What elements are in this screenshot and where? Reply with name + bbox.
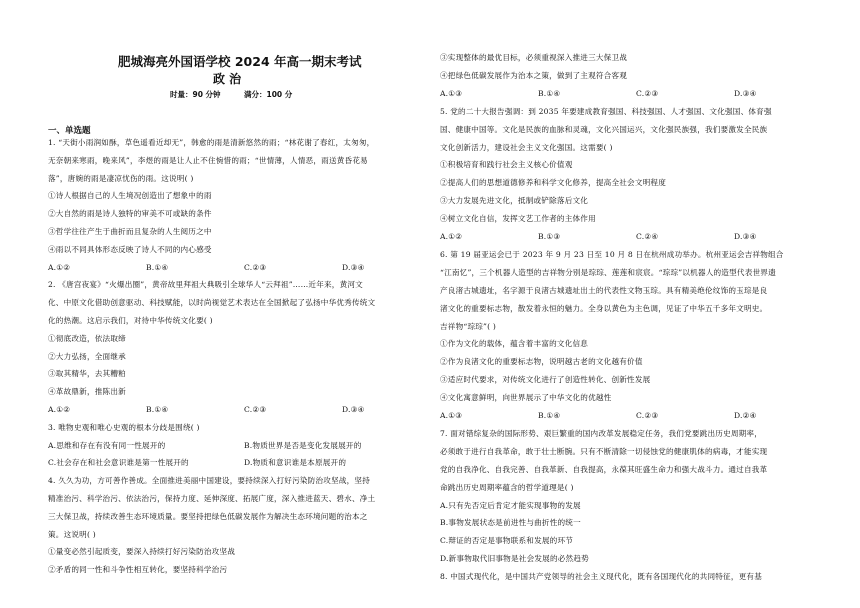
answer-option: A.①③	[440, 88, 463, 98]
answer-option: C.②③	[244, 405, 267, 414]
question-line: 落”，唐婉的雨是凄凉忧伤的雨。这说明( )	[48, 173, 194, 183]
answer-option: D.③④	[734, 88, 757, 98]
question-line: 5. 党的二十大报告强调：到 2035 年要建成教育强国、科技强国、人才强国、文化强国、体育强	[440, 106, 772, 116]
answer-option: B.物质世界是否是变化发展展开的	[244, 440, 362, 450]
question-line: ②作为良渚文化的重要标志物，说明越古老的文化越有价值	[440, 357, 643, 367]
question-line: 命跳出历史周期率蕴含的哲学道理是( )	[440, 482, 574, 492]
question-line: ③实现整体的最优目标，必须重视深入推进三大保卫战	[440, 53, 628, 62]
question-line: ④文化寓意鲜明，向世界展示了中华文化的优越性	[440, 393, 612, 403]
answer-option: A.①③	[440, 411, 463, 420]
question-line: ③大力发展先进文化，抵制或铲除落后文化	[440, 196, 589, 206]
answer-option: D.物质和意识谁是本原展开的	[244, 458, 347, 468]
question-line: ④革故鼎新，推陈出新	[48, 387, 126, 397]
question-line: 化、中原文化借助创意驱动、科技赋能，以时尚视觉艺术表达在全国掀起了弘扬中华优秀传统文	[48, 298, 376, 308]
question-line: ④雨以不同具体形态反映了诗人不同的内心感受	[48, 244, 212, 254]
question-line: ①积极培育和践行社会主义核心价值观	[440, 160, 573, 170]
question-line: 6. 第 19 届亚运会已于 2023 年 9 月 23 日至 10 月 8 日在杭州成功举办。杭州亚运会吉祥物组合	[440, 249, 784, 259]
question-line: ③取其精华，去其糟粕	[48, 369, 126, 379]
answer-option: A.①②	[48, 405, 71, 414]
answer-option: B.①③	[538, 232, 561, 241]
question-line: 三大保卫战，持续改善生态环境质量。要坚持把绿色低碳发展作为解决生态环境问题的治本之	[48, 511, 368, 521]
question-line: ①作为文化的载体，蕴含着丰富的文化信息	[440, 339, 589, 349]
answer-option: B.①④	[538, 88, 561, 98]
question-line: 必须敢于进行自我革命，敢于壮士断腕。只有不断清除一切侵蚀党的健康肌体的病毒，才能实现	[440, 446, 768, 456]
answer-option: C.②③	[244, 262, 267, 272]
question-line: ③适应时代要求，对传统文化进行了创造性转化、创新性发展	[440, 375, 651, 385]
answer-option: A.思维和存在有没有同一性展开的	[48, 440, 166, 450]
question-line: 策。这说明( )	[48, 529, 96, 539]
question-line: 7. 面对错综复杂的国际形势、艰巨繁重的国内改革发展稳定任务，我们党要跳出历史周期率，	[440, 428, 763, 438]
question-line: 化的热潮。这启示我们，对待中华传统文化要( )	[48, 316, 213, 325]
question-line: ②大自然的雨是诗人独特的审美不可或缺的条件	[48, 209, 212, 219]
question-line: ①彻底改造，依法取缔	[48, 333, 126, 343]
question-line: ①诗人根据自己的人生境况创造出了想象中的雨	[48, 191, 212, 201]
question-line: 8. 中国式现代化，是中国共产党领导的社会主义现代化，既有各国现代化的共同特征，更有基	[440, 572, 763, 582]
question-line: 文化创新活力，建设社会主义文化强国。这需要( )	[440, 142, 613, 152]
section-heading: 一、单选题	[48, 126, 91, 136]
answer-option: B.①④	[146, 405, 169, 414]
exam-score: 满分：100 分	[244, 90, 293, 99]
question-line: ②矛盾的同一性和斗争性相互转化，要坚持科学治污	[48, 565, 228, 575]
question-line: A.只有先否定后肯定才能实现事物的发展	[440, 500, 581, 510]
answer-option: D.③④	[342, 405, 365, 414]
question-line: 3. 唯物史观和唯心史观的根本分歧是围绕( )	[48, 422, 200, 432]
answer-option: C.②④	[636, 232, 659, 241]
question-line: 无奈朝来寒雨，晚来风”，李煜的雨是让人止不住惋惜的雨；“世情薄，人情恶，雨送黄昏花易	[48, 155, 368, 165]
question-line: 渚文化的重要标志物，散发着永恒的魅力。全身以黄色为主色调，见证了中华五千多年文明史。	[440, 303, 768, 313]
question-line: 党的自我净化、自我完善、自我革新、自我提高，永葆其旺盛生命力和强大战斗力。通过自我革	[440, 464, 768, 474]
answer-option: C.②③	[636, 88, 659, 98]
question-line: ②大力弘扬，全面继承	[48, 351, 126, 361]
answer-option: D.②④	[734, 411, 757, 420]
question-line: ③哲学往往产生于曲折而且复杂的人生阅历之中	[48, 227, 212, 236]
question-line: 精准治污、科学治污、依法治污，保持力度、延伸深度、拓展广度，深入推进蓝天、碧水、净土	[48, 494, 376, 503]
question-line: 2. 《唐宫夜宴》“火爆出圈”，黄帝故里拜祖大典吸引全球华人“云拜祖”……近年来，黄河文	[48, 280, 363, 290]
question-line: 国、健康中国等。文化是民族的血脉和灵魂，文化兴国运兴，文化强民族强，我们要激发全民族	[440, 124, 768, 134]
exam-time: 时量：90 分钟	[170, 90, 221, 99]
answer-option: B.①④	[146, 262, 169, 272]
question-line: “江南忆”，三个机器人造型的吉祥物分别是琮琮、莲莲和宸宸。“琮琮”以机器人的造型代表世界遗	[440, 267, 776, 277]
question-line: 4. 久久为功，方可善作善成。全面推进美丽中国建设，要持续深入打好污染防治攻坚战，坚持	[48, 476, 371, 486]
answer-option: D.③④	[342, 262, 365, 272]
question-line: D.新事物取代旧事物是社会发展的必然趋势	[440, 554, 589, 564]
question-line: 1. “天街小雨润如酥，草色遥看近却无”，韩愈的雨是清新悠然的雨；“林花谢了春红，太匆匆，	[48, 138, 375, 147]
answer-option: B.①④	[538, 411, 561, 420]
question-line: 吉祥物“琮琮”( )	[440, 321, 497, 331]
question-line: 产良渚古城遗址，名字源于良渚古城遗址出土的代表性文物玉琮。具有精美绝伦纹饰的玉琮是良	[440, 285, 768, 295]
answer-option: D.③④	[734, 232, 757, 241]
question-line: ②提高人们的思想道德修养和科学文化修养，提高全社会文明程度	[440, 178, 667, 188]
answer-option: A.①②	[440, 232, 463, 241]
question-line: ①量变必然引起质变，要深入持续打好污染防治攻坚战	[48, 547, 236, 557]
question-line: ④把绿色低碳发展作为治本之策，做到了主观符合客观	[440, 70, 628, 80]
answer-option: C.②③	[636, 411, 659, 420]
answer-option: A.①②	[48, 262, 71, 272]
exam-title: 肥城海亮外国语学校 2024 年高一期末考试	[118, 54, 362, 69]
question-line: ④树立文化自信，发挥文艺工作者的主体作用	[440, 214, 596, 224]
subject-title: 政 治	[213, 72, 242, 86]
question-line: C.辩证的否定是事物联系和发展的环节	[440, 536, 574, 546]
answer-option: C.社会存在和社会意识谁是第一性展开的	[48, 458, 189, 468]
question-line: B.事物发展状态是前进性与曲折性的统一	[440, 518, 581, 528]
